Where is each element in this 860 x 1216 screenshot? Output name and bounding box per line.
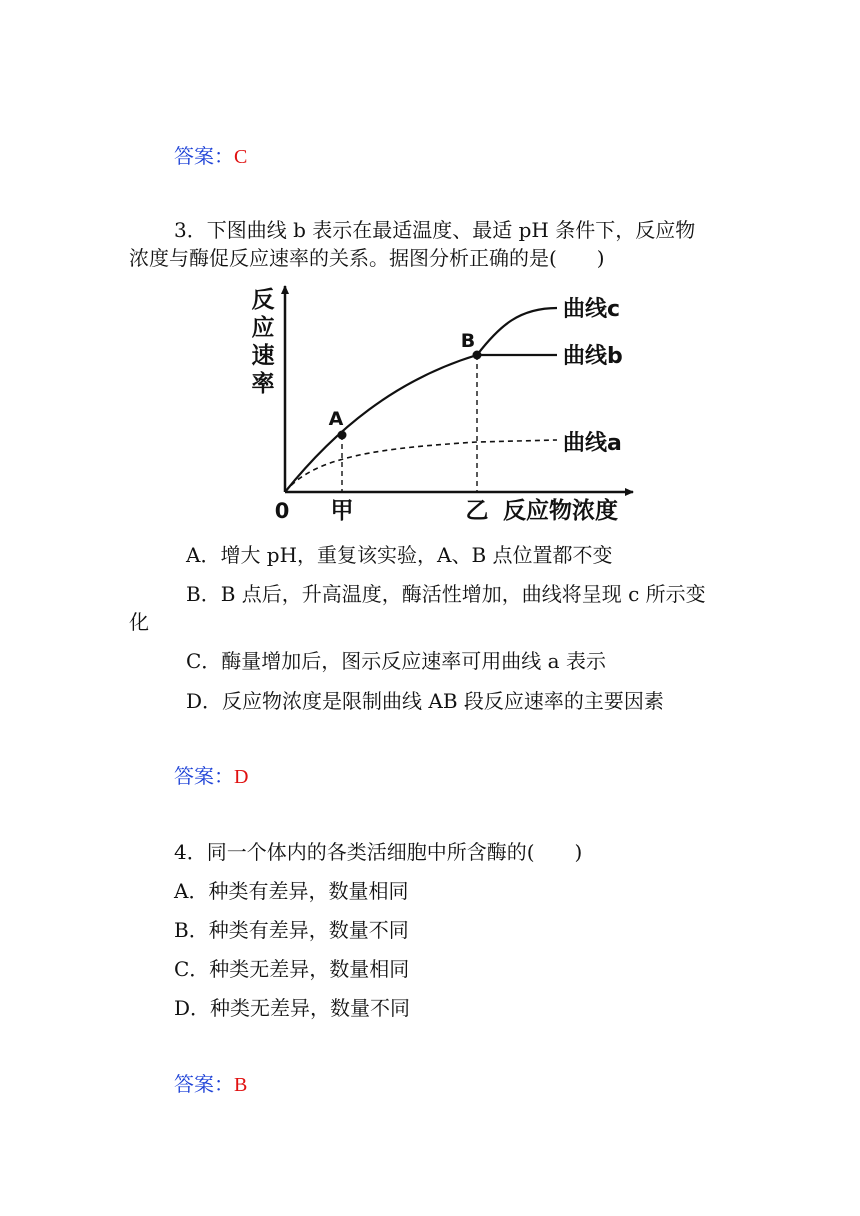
answer-value: C xyxy=(234,146,248,168)
y-axis-label-1: 反 xyxy=(251,287,275,313)
q3-option-c: C．酶量增加后，图示反应速率可用曲线 a 表示 xyxy=(186,649,606,673)
q4-option-d: D．种类无差异，数量不同 xyxy=(174,996,411,1020)
y-axis-label-2: 应 xyxy=(251,315,275,341)
y-axis-label-3: 速 xyxy=(251,343,275,369)
point-a-dot xyxy=(338,431,347,440)
q3-figure xyxy=(245,280,645,525)
curve-c xyxy=(477,308,557,355)
q3-option-d: D．反应物浓度是限制曲线 AB 段反应速率的主要因素 xyxy=(186,689,664,713)
q3-stem-line2: 浓度与酶促反应速率的关系。据图分析正确的是( ) xyxy=(129,246,605,270)
point-a-label: A xyxy=(328,408,344,430)
q3-option-a: A．增大 pH，重复该实验，A、B 点位置都不变 xyxy=(186,543,613,567)
curve-a-label: 曲线a xyxy=(563,431,622,456)
q3-option-b-line1: B．B 点后，升高温度，酶活性增加，曲线将呈现 c 所示变 xyxy=(186,582,706,606)
origin-label: 0 xyxy=(274,499,290,523)
q4-stem: 4．同一个体内的各类活细胞中所含酶的( ) xyxy=(174,840,583,864)
x-mark-yi: 乙 xyxy=(465,498,489,524)
x-mark-jia: 甲 xyxy=(330,498,354,524)
q4-option-b: B．种类有差异，数量不同 xyxy=(174,918,409,942)
curve-c-label: 曲线c xyxy=(563,297,621,322)
answer-value: B xyxy=(234,1074,248,1096)
q3-stem-line1: 3．下图曲线 b 表示在最适温度、最适 pH 条件下，反应物 xyxy=(174,218,696,242)
answer-q3 xyxy=(174,762,248,791)
q3-option-b-line2: 化 xyxy=(129,610,149,634)
answer-value: D xyxy=(234,766,249,788)
answer-label: 答案： xyxy=(174,1072,234,1096)
answer-label: 答案： xyxy=(174,764,234,788)
curve-b-label: 曲线b xyxy=(563,344,623,369)
x-axis-label: 反应物浓度 xyxy=(503,498,618,524)
answer-label: 答案： xyxy=(174,144,234,168)
answer-q2 xyxy=(174,142,247,171)
y-axis-label-4: 率 xyxy=(251,371,275,397)
q4-option-c: C．种类无差异，数量相同 xyxy=(174,957,410,981)
answer-q4 xyxy=(174,1070,247,1099)
q4-option-a: A．种类有差异，数量相同 xyxy=(174,879,409,903)
point-b-label: B xyxy=(460,330,476,352)
curve-b xyxy=(285,355,557,492)
